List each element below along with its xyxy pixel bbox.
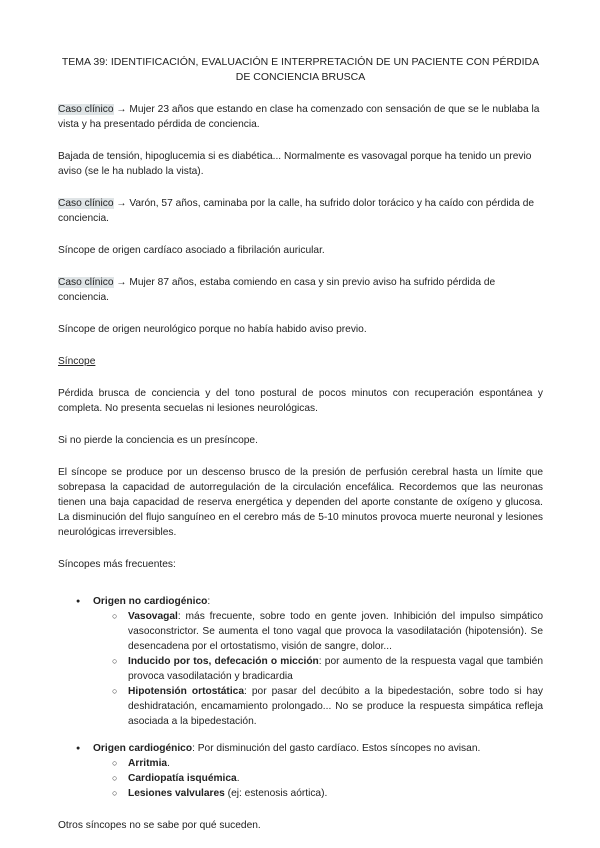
sincope-definition: Pérdida brusca de conciencia y del tono postural de pocos minutos con recuperación espontánea y completa. No presenta secuelas ni lesiones neurológicas. bbox=[58, 388, 543, 414]
sub-item-text: : por pasar del decúbito a la bipedestación, sobre todo si hay deshidratación, encamamiento prolongado... No se produce la respuesta simpática refleja asociada a la bipedestación. bbox=[128, 686, 543, 727]
sub-item-bold: Inducido por tos, defecación o micción bbox=[128, 656, 319, 667]
cardio-item bbox=[76, 741, 543, 801]
sub-item-valvulares bbox=[112, 786, 543, 801]
sincope-mechanism: El síncope se produce por un descenso brusco de la presión de perfusión cerebral hasta un límite que sobrepasa la capacidad de autorregulación de la circulación encefálica. Recordemos que las neuronas tienen una baja capacidad de reserva energética y dependen del aporte constante de oxígeno y glucosa. La disminución del flujo sanguíneo en el cerebro más de 5-10 minutos provoca muerte neuronal y lesiones neurológicas irreversibles. bbox=[58, 467, 543, 538]
case-2-label: Caso clínico bbox=[58, 198, 114, 209]
case-1-comment: Bajada de tensión, hipoglucemia si es diabética... Normalmente es vasovagal porque ha tenido un previo aviso (se le ha nublado la vista). bbox=[58, 151, 532, 177]
sub-item-bold: Vasovagal bbox=[128, 611, 178, 622]
no-cardio-after: : bbox=[207, 596, 211, 607]
sub-item-vasovagal bbox=[112, 609, 543, 654]
case-1 bbox=[58, 102, 543, 132]
sub-item-bold: Hipotensión ortostática bbox=[128, 686, 244, 697]
case-2-comment: Síncope de origen cardíaco asociado a fibrilación auricular. bbox=[58, 245, 325, 256]
cardio-sublist bbox=[93, 756, 543, 801]
case-1-label: Caso clínico bbox=[58, 104, 114, 115]
cardio-after: : Por disminución del gasto cardíaco. Estos síncopes no avisan. bbox=[192, 743, 481, 754]
case-1-text: → Mujer 23 años que estando en clase ha comenzado con sensación de que se le nublaba la vista y ha presentado pérdida de conciencia. bbox=[58, 104, 540, 130]
no-cardio-list bbox=[58, 594, 543, 729]
case-3-comment: Síncope de origen neurológico porque no había habido aviso previo. bbox=[58, 324, 367, 335]
sub-item-bold: Cardiopatía isquémica bbox=[128, 773, 237, 784]
sub-item-bold: Arritmia bbox=[128, 758, 168, 769]
otros-sincopes: Otros síncopes no se sabe por qué suceden. bbox=[58, 820, 261, 831]
sub-item-text: . bbox=[236, 773, 240, 784]
frecuentes-intro: Síncopes más frecuentes: bbox=[58, 559, 176, 570]
case-2-text: → Varón, 57 años, caminaba por la calle, ha sufrido dolor torácico y ha caído con pérdida de conciencia. bbox=[58, 198, 535, 224]
case-2 bbox=[58, 196, 543, 226]
no-cardio-sublist bbox=[93, 609, 543, 729]
case-3-label: Caso clínico bbox=[58, 277, 114, 288]
sub-item-text: : por aumento de la respuesta vagal que también provoca vasodilatación y bradicardia bbox=[128, 656, 543, 682]
sub-item-bold: Lesiones valvulares bbox=[128, 788, 225, 799]
sub-item-arritmia bbox=[112, 756, 543, 771]
sub-item-hipotension bbox=[112, 684, 543, 729]
presincope-note: Si no pierde la conciencia es un presíncope. bbox=[58, 435, 258, 446]
cardio-label: Origen cardiogénico bbox=[93, 743, 193, 754]
cardio-list bbox=[58, 741, 543, 801]
sub-item-text: (ej: estenosis aórtica). bbox=[224, 788, 328, 799]
no-cardio-label: Origen no cardiogénico bbox=[93, 596, 208, 607]
sub-item-tos bbox=[112, 654, 543, 684]
sub-item-cardiopatia bbox=[112, 771, 543, 786]
sincope-heading: Síncope bbox=[58, 356, 96, 367]
document-title: TEMA 39: IDENTIFICACIÓN, EVALUACIÓN E INTERPRETACIÓN DE UN PACIENTE CON PÉRDIDA DE CONCIENCIA BRUSCA bbox=[61, 56, 540, 83]
sub-item-text: : más frecuente, sobre todo en gente joven. Inhibición del impulso simpático vasoconstrictor. Se aumenta el tono vagal que provoca la vasodilatación (hipotensión). Se desencadena por el ortostatismo, visión de sangre, dolor... bbox=[128, 611, 543, 652]
no-cardio-item bbox=[76, 594, 543, 729]
case-3 bbox=[58, 275, 543, 305]
sub-item-text: . bbox=[167, 758, 170, 769]
case-3-text: → Mujer 87 años, estaba comiendo en casa y sin previo aviso ha sufrido pérdida de conciencia. bbox=[58, 277, 496, 303]
